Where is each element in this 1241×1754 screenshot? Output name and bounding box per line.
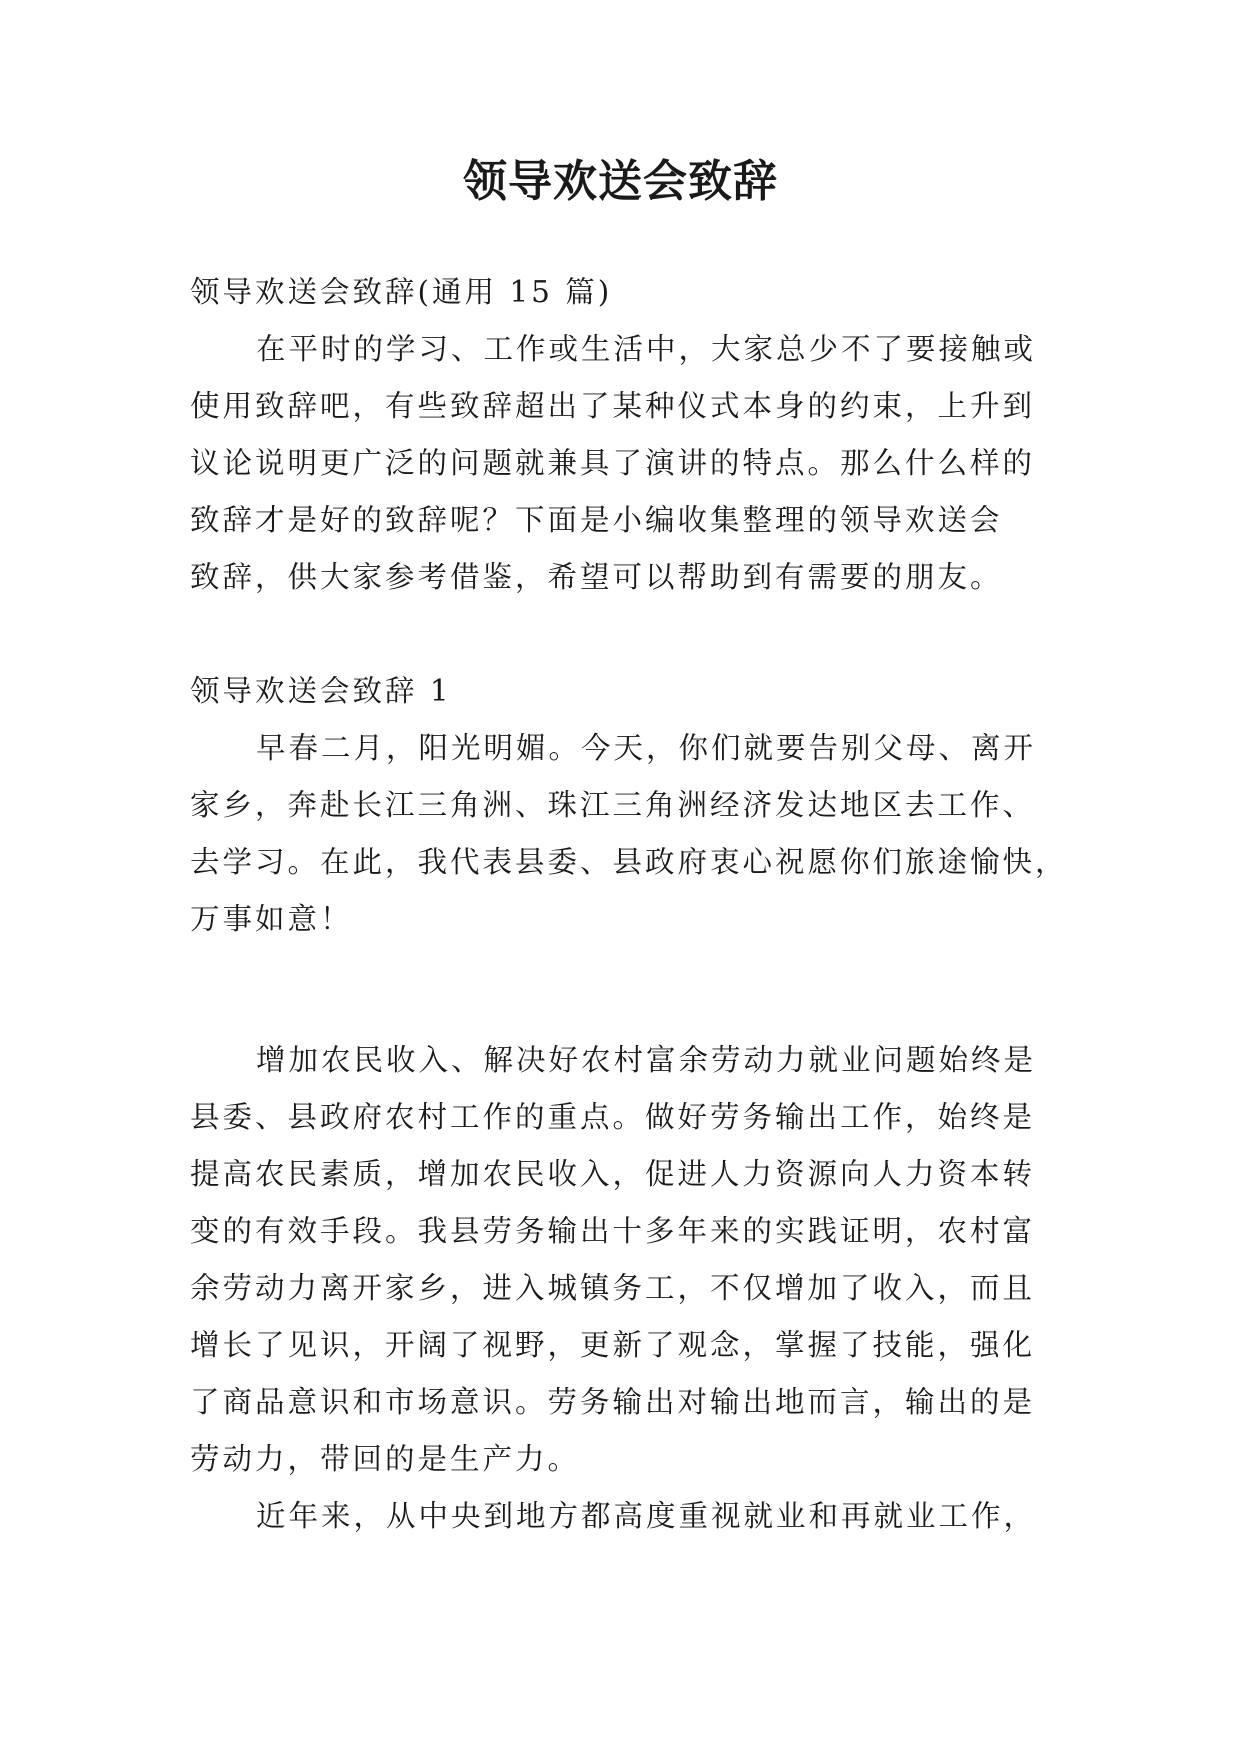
paragraph-line: 余劳动力离开家乡，进入城镇务工，不仅增加了收入，而且 bbox=[190, 1271, 1036, 1305]
paragraph-line: 增长了见识，开阔了视野，更新了观念，掌握了技能，强化 bbox=[190, 1328, 1036, 1362]
paragraph-line: 早春二月，阳光明媚。今天，你们就要告别父母、离开 bbox=[256, 731, 1037, 765]
paragraph-line: 县委、县政府农村工作的重点。做好劳务输出工作，始终是 bbox=[190, 1100, 1036, 1134]
paragraph-3 bbox=[190, 1488, 1062, 1545]
document-body bbox=[190, 264, 1068, 1545]
intro-paragraph bbox=[190, 321, 1062, 606]
paragraph-line: 近年来，从中央到地方都高度重视就业和再就业工作， bbox=[256, 1499, 1037, 1533]
paragraph-line: 增加农民收入、解决好农村富余劳动力就业问题始终是 bbox=[256, 1043, 1037, 1077]
intro-line: 在平时的学习、工作或生活中，大家总少不了要接触或 bbox=[256, 332, 1037, 366]
paragraph-line: 变的有效手段。我县劳务输出十多年来的实践证明，农村富 bbox=[190, 1214, 1036, 1248]
paragraph-1 bbox=[190, 720, 1068, 948]
paragraph-line: 家乡，奔赴长江三角洲、珠江三角洲经济发达地区去工作、 bbox=[190, 788, 1036, 822]
intro-line: 议论说明更广泛的问题就兼具了演讲的特点。那么什么样的 bbox=[190, 446, 1036, 480]
blank-line bbox=[190, 606, 1062, 663]
paragraph-line: 万事如意！ bbox=[190, 902, 353, 936]
intro-line: 致辞才是好的致辞呢？下面是小编收集整理的领导欢送会 bbox=[190, 503, 1003, 537]
document-title: 领导欢送会致辞 bbox=[463, 156, 778, 207]
paragraph-2 bbox=[190, 1032, 1062, 1488]
section-heading: 领导欢送会致辞 1 bbox=[190, 674, 452, 708]
paragraph-line: 去学习。在此，我代表县委、县政府衷心祝愿你们旅途愉快， bbox=[190, 845, 1068, 879]
paragraph-line: 劳动力，带回的是生产力。 bbox=[190, 1442, 581, 1476]
blank-line bbox=[190, 948, 1062, 1032]
paragraph-line: 了商品意识和市场意识。劳务输出对输出地而言，输出的是 bbox=[190, 1385, 1036, 1419]
document-subtitle: 领导欢送会致辞(通用 15 篇) bbox=[190, 275, 613, 309]
intro-line: 致辞，供大家参考借鉴，希望可以帮助到有需要的朋友。 bbox=[190, 560, 1003, 594]
paragraph-line: 提高农民素质，增加农民收入，促进人力资源向人力资本转 bbox=[190, 1157, 1036, 1191]
intro-line: 使用致辞吧，有些致辞超出了某种仪式本身的约束，上升到 bbox=[190, 389, 1036, 423]
